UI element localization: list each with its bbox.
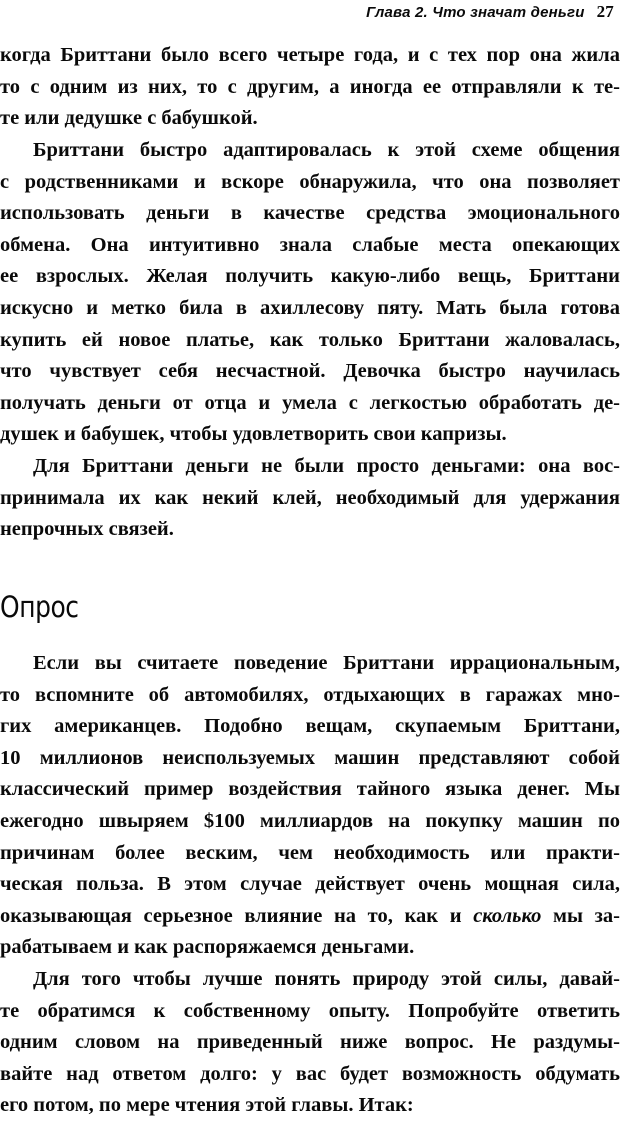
text-line: гих американцев. Подобно вещам, скупаемым Бриттани, — [0, 715, 620, 738]
text-line: классический пример воздействия тайного языка денег. Мы — [0, 778, 620, 801]
text-line: искусно и метко била в ахиллесову пяту. Мать была готова — [0, 296, 620, 319]
text-line: Если вы считаете поведение Бриттани иррациональным, — [33, 652, 620, 674]
text-line: Для Бриттани деньги не были просто деньгами: она вос- — [33, 455, 620, 477]
text-line: рабатываем и как распоряжаемся деньгами. — [0, 936, 415, 959]
text-line: то вспомните об автомобилях, отдыхающих в гаражах мно- — [0, 683, 620, 706]
text-line: его потом, по мере чтения этой главы. Итак: — [0, 1094, 414, 1117]
running-title: Глава 2. Что значат деньги — [366, 4, 585, 21]
text-line: купить ей новое платье, как только Бриттани жаловалась, — [0, 328, 620, 351]
paragraph-continuation — [0, 40, 620, 135]
running-header — [366, 2, 614, 22]
text-line: душек и бабушек, чтобы удовлетворить свои капризы. — [0, 423, 507, 446]
text-line: ежегодно швыряем $100 миллиардов на покупку машин по — [0, 809, 620, 832]
paragraph — [0, 135, 620, 451]
text-line: использовать деньги в качестве средства эмоционального — [0, 202, 620, 225]
text-line: обмена. Она интуитивно знала слабые места опекающих — [0, 233, 620, 256]
section-heading: Опрос — [0, 590, 79, 624]
text-line: непрочных связей. — [0, 518, 174, 541]
text-segment: оказывающая серьезное влияние на то, как и — [0, 904, 474, 927]
text-line-with-emphasis — [0, 901, 620, 933]
text-line: ческая польза. В этом случае действует очень мощная сила, — [0, 873, 620, 896]
text-line: с родственниками и вскоре обнаружила, что она позволяет — [0, 170, 620, 193]
text-line: получать деньги от отца и умела с легкостью обработать де- — [0, 391, 620, 414]
text-line: одним словом на приведенный ниже вопрос. Не раздумы- — [0, 1031, 620, 1054]
emphasized-word: сколько — [473, 904, 542, 927]
page-number: 27 — [596, 2, 614, 21]
text-line: принимала их как некий клей, необходимый для удержания — [0, 486, 620, 509]
text-line: когда Бриттани было всего четыре года, и с тех пор она жила — [0, 44, 620, 66]
text-line: вайте над ответом долго: у вас будет возможность обдумать — [0, 1062, 620, 1085]
text-line: Для того чтобы лучше понять природу этой силы, давай- — [33, 968, 620, 990]
text-segment: мы за- — [541, 904, 620, 927]
text-line: 10 миллионов неиспользуемых машин представляют собой — [0, 746, 620, 769]
text-line: те или дедушке с бабушкой. — [0, 107, 258, 130]
paragraph — [0, 964, 620, 1122]
text-line: те обратимся к собственному опыту. Попробуйте ответить — [0, 999, 620, 1022]
text-line: что чувствует себя несчастной. Девочка быстро научилась — [0, 360, 620, 383]
text-line: ее взрослых. Желая получить какую-либо вещь, Бриттани — [0, 265, 620, 288]
paragraph — [0, 648, 620, 964]
paragraph — [0, 451, 620, 546]
text-line: Бриттани быстро адаптировалась к этой схеме общения — [33, 139, 620, 161]
text-line: причинам более веским, чем необходимость или практи- — [0, 841, 620, 864]
text-line: то с одним из них, то с другим, а иногда ее отправляли к те- — [0, 75, 620, 98]
